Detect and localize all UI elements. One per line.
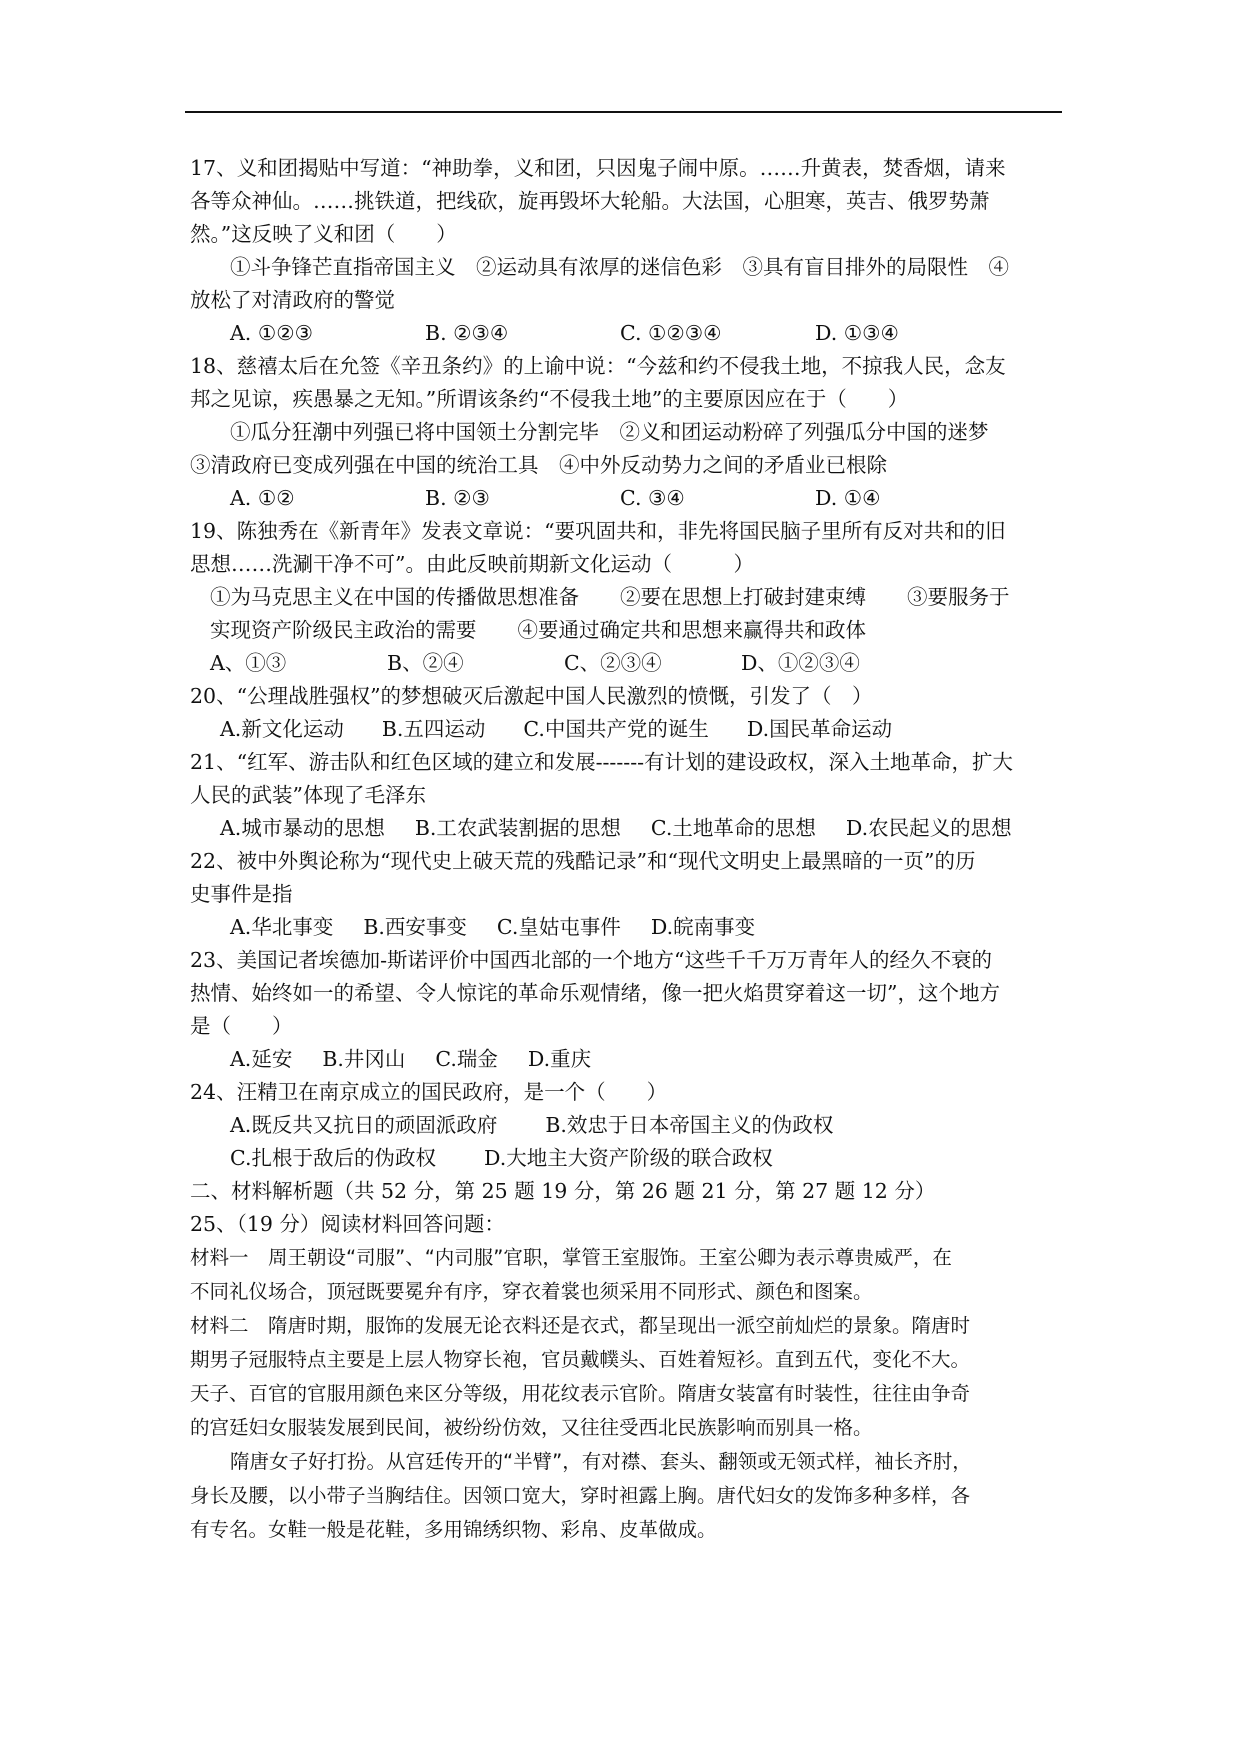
- section-heading: 二、材料解析题（共 52 分，第 25 题 19 分，第 26 题 21 分，第 27 题 12 分）: [190, 1179, 936, 1203]
- option-d[interactable]: D. ①③④: [815, 321, 899, 345]
- option-d[interactable]: D.皖南事变: [650, 915, 756, 939]
- option-d[interactable]: D.农民起义的思想: [845, 816, 1012, 840]
- question-stem: 18、慈禧太后在允签《辛丑条约》的上谕中说：“今兹和约不侵我土地，不掠我人民，念友: [190, 354, 1006, 378]
- option-c[interactable]: C.皇姑屯事件: [496, 915, 621, 939]
- question-stem: 19、陈独秀在《新青年》发表文章说：“要巩固共和，非先将国民脑子里所有反对共和的旧: [190, 519, 1006, 543]
- question-stem: 史事件是指: [190, 882, 293, 906]
- question-stem: 24、汪精卫在南京成立的国民政府，是一个（ ）: [190, 1080, 668, 1104]
- option-b[interactable]: B、②④: [387, 651, 464, 675]
- question-statements: ①瓜分狂潮中列强已将中国领土分割完毕 ②义和团运动粉碎了列强瓜分中国的迷梦: [230, 420, 989, 444]
- question-statements: ①为马克思主义在中国的传播做思想准备 ②要在思想上打破封建束缚 ③要服务于: [210, 585, 1010, 609]
- question-stem: 各等众神仙。……挑铁道，把线砍，旋再毁坏大轮船。大法国，心胆寒，英吉、俄罗势萧: [190, 189, 990, 213]
- question-22: [190, 845, 1065, 944]
- question-18: [190, 350, 1065, 515]
- question-stem: 热情、始终如一的希望、令人惊诧的革命乐观情绪，像一把火焰贯穿着这一切”，这个地方: [190, 981, 1000, 1005]
- header-rule: [185, 111, 1062, 113]
- material-line: 的宫廷妇女服装发展到民间，被纷纷仿效，又往往受西北民族影响而别具一格。: [190, 1416, 873, 1439]
- answer-options: [190, 317, 1065, 350]
- question-stem: 20、“公理战胜强权”的梦想破灭后激起中国人民激烈的愤慨，引发了（ ）: [190, 684, 873, 708]
- question-stem: 是（ ）: [190, 1014, 293, 1038]
- option-c[interactable]: C.中国共产党的诞生: [523, 717, 709, 741]
- material-line: 材料二 隋唐时期，服饰的发展无论衣料还是衣式，都呈现出一派空前灿烂的景象。隋唐时: [190, 1314, 971, 1337]
- answer-options: [190, 482, 1065, 515]
- question-20: [190, 680, 1065, 746]
- answer-options: [190, 812, 1065, 845]
- answer-options: [190, 1109, 1065, 1142]
- material-line: 材料一 周王朝设“司服”、“内司服”官职，掌管王室服饰。王室公卿为表示尊贵威严，在: [190, 1246, 952, 1269]
- option-b[interactable]: B.效忠于日本帝国主义的伪政权: [545, 1113, 834, 1137]
- question-stem: 22、被中外舆论称为“现代史上破天荒的残酷记录”和“现代文明史上最黑暗的一页”的历: [190, 849, 976, 873]
- option-d[interactable]: D.大地主大资产阶级的联合政权: [483, 1146, 773, 1170]
- option-a[interactable]: A.既反共又抗日的顽固派政府: [230, 1113, 498, 1137]
- question-stem: 人民的武装”体现了毛泽东: [190, 783, 426, 807]
- material-1: [190, 1241, 1065, 1309]
- option-c[interactable]: C. ①②③④: [620, 321, 722, 345]
- answer-options: [190, 1142, 1065, 1175]
- option-a[interactable]: A.新文化运动: [220, 717, 344, 741]
- material-line: 天子、百官的官服用颜色来区分等级，用花纹表示官阶。隋唐女装富有时装性，往往由争奇: [190, 1382, 971, 1405]
- question-24: [190, 1076, 1065, 1175]
- option-c[interactable]: C.瑞金: [435, 1047, 498, 1071]
- option-a[interactable]: A.华北事变: [230, 915, 334, 939]
- question-statements: 实现资产阶级民主政治的需要 ④要通过确定共和思想来赢得共和政体: [210, 618, 866, 642]
- question-statements: ③清政府已变成列强在中国的统治工具 ④中外反动势力之间的矛盾业已根除: [190, 453, 887, 477]
- option-d[interactable]: D. ①④: [815, 486, 881, 510]
- question-stem: 然。”这反映了义和团（ ）: [190, 222, 457, 246]
- answer-options: [190, 713, 1065, 746]
- question-17: [190, 152, 1065, 350]
- option-d[interactable]: D、①②③④: [741, 651, 860, 675]
- material-line: 身长及腰，以小带子当胸结住。因领口宽大，穿时袒露上胸。唐代妇女的发饰多种多样，各: [190, 1484, 971, 1507]
- question-statements: 放松了对清政府的警觉: [190, 288, 395, 312]
- option-c[interactable]: C. ③④: [620, 486, 685, 510]
- section-2: [190, 1175, 1065, 1547]
- question-23: [190, 944, 1065, 1076]
- question-statements: ①斗争锋芒直指帝国主义 ②运动具有浓厚的迷信色彩 ③具有盲目排外的局限性 ④: [230, 255, 1009, 279]
- material-line: 不同礼仪场合，顶冠既要冕弁有序，穿衣着裳也须采用不同形式、颜色和图案。: [190, 1280, 873, 1303]
- question-stem: 邦之见谅，疾愚暴之无知。”所谓该条约“不侵我土地”的主要原因应在于（ ）: [190, 387, 909, 411]
- material-line: 期男子冠服特点主要是上层人物穿长袍，官员戴幞头、百姓着短衫。直到五代，变化不大。: [190, 1348, 971, 1371]
- option-b[interactable]: B.西安事变: [363, 915, 467, 939]
- option-c[interactable]: C.扎根于敌后的伪政权: [230, 1146, 436, 1170]
- option-b[interactable]: B. ②③④: [425, 321, 509, 345]
- option-c[interactable]: C.土地革命的思想: [650, 816, 816, 840]
- material-line: 隋唐女子好打扮。从宫廷传开的“半臂”，有对襟、套头、翻领或无领式样，袖长齐肘，: [230, 1450, 972, 1473]
- option-a[interactable]: A. ①②③: [230, 321, 313, 345]
- material-line: 有专名。女鞋一般是花鞋，多用锦绣织物、彩帛、皮革做成。: [190, 1518, 717, 1541]
- question-stem: 17、义和团揭贴中写道：“神助拳，义和团，只因鬼子闹中原。……升黄表，焚香烟，请来: [190, 156, 1006, 180]
- option-a[interactable]: A、①③: [210, 651, 287, 675]
- question-21: [190, 746, 1065, 845]
- answer-options: [190, 1043, 1065, 1076]
- option-a[interactable]: A.城市暴动的思想: [220, 816, 385, 840]
- option-b[interactable]: B.工农武装割据的思想: [414, 816, 621, 840]
- option-a[interactable]: A.延安: [230, 1047, 293, 1071]
- option-d[interactable]: D.国民革命运动: [746, 717, 893, 741]
- answer-options: [190, 647, 1065, 680]
- question-stem: 思想……洗涮干净不可”。由此反映前期新文化运动（ ）: [190, 552, 754, 576]
- option-b[interactable]: B.井冈山: [322, 1047, 406, 1071]
- answer-options: [190, 911, 1065, 944]
- question-25-intro: 25、（19 分）阅读材料回答问题：: [190, 1212, 505, 1236]
- option-b[interactable]: B.五四运动: [381, 717, 486, 741]
- option-a[interactable]: A. ①②: [230, 486, 295, 510]
- option-c[interactable]: C、②③④: [564, 651, 662, 675]
- exam-page: [190, 152, 1065, 1547]
- question-stem: 21、“红军、游击队和红色区域的建立和发展-------有计划的建设政权，深入土地革命，扩大: [190, 750, 1014, 774]
- option-b[interactable]: B. ②③: [425, 486, 490, 510]
- material-2: [190, 1309, 1065, 1547]
- option-d[interactable]: D.重庆: [527, 1047, 592, 1071]
- question-19: [190, 515, 1065, 680]
- question-stem: 23、美国记者埃德加-斯诺评价中国西北部的一个地方“这些千千万万青年人的经久不衰的: [190, 948, 992, 972]
